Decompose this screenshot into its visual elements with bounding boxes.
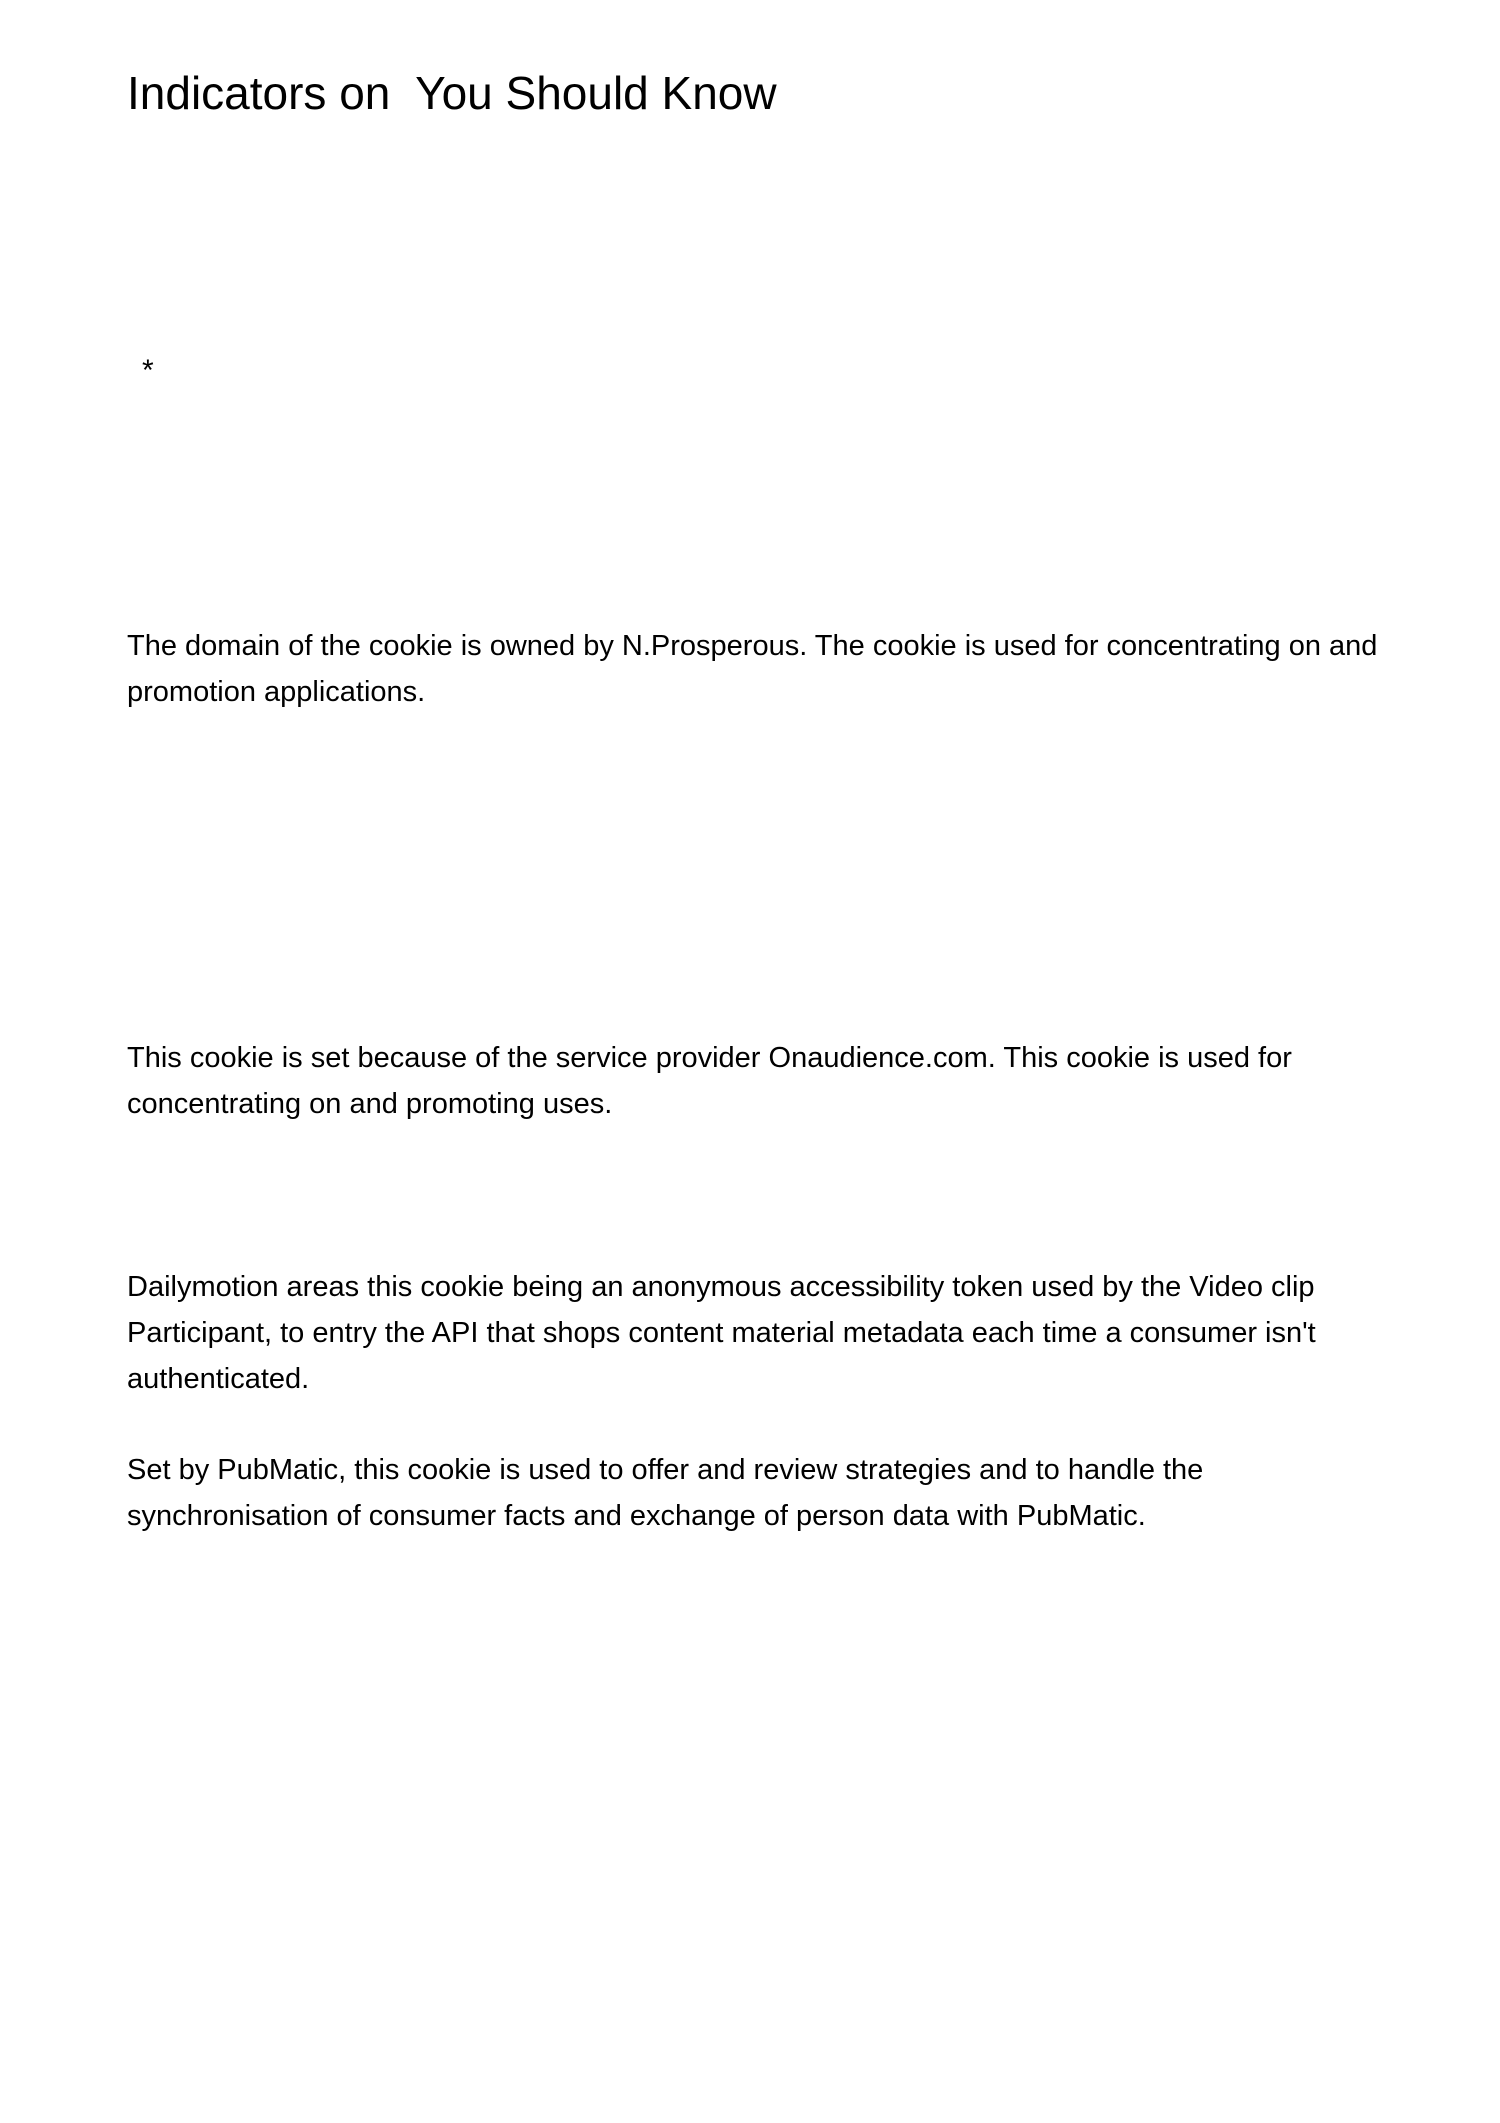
paragraph-pubmatic-cookie: Set by PubMatic, this cookie is used to offer and review strategies and to handle the synchronisation of consumer facts and exchange of person data with PubMatic. bbox=[127, 1454, 1204, 1532]
paragraph-dailymotion-cookie: Dailymotion areas this cookie being an anonymous accessibility token used by the Video clip Participant, to entry the API that shops content material metadata each time a consumer isn't authenticated. bbox=[127, 1271, 1316, 1395]
paragraph-prosperous-cookie: The domain of the cookie is owned by N.Prosperous. The cookie is used for concentrating on and promotion applications. bbox=[127, 630, 1378, 708]
paragraph-onaudience-cookie: This cookie is set because of the service provider Onaudience.com. This cookie is used for concentrating on and promoting uses. bbox=[127, 1042, 1292, 1120]
page-title: Indicators on You Should Know bbox=[127, 67, 777, 119]
bullet-marker: * bbox=[142, 354, 154, 387]
